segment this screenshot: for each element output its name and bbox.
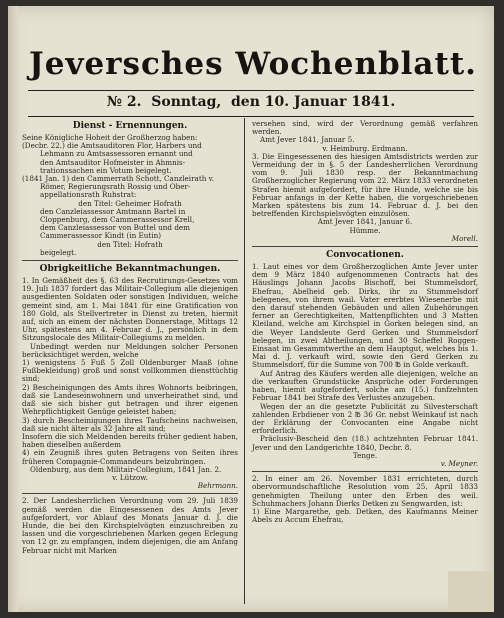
section-heading-obrig: Obrigkeitliche Bekanntmachungen. bbox=[39, 264, 221, 275]
dienst-line: den Titel: Hofrath bbox=[97, 239, 163, 249]
right-signature: Morell. bbox=[451, 233, 478, 243]
cont-line: Amt Jever 1841, Januar 5. bbox=[260, 135, 355, 145]
conv-paragraph: Wegen der an die gesetzte Publicität zu Silvesterschaft zahlenden Erbdiener von 2 ℔ 36 Gr. nebst Weinkauf ist nach der Erklärung der Convocanten eine Angabe nicht erforderlich. bbox=[252, 401, 478, 436]
obrig-paragraph: 1. In Gemäßheit des §. 63 des Recrutirungs-Gesetzes vom 19. Juli 1837 fordert das Militair-Collegium alle diejenigen ausgedienten Soldaten oder sonstigen Individuen, welche gemeint sind, am 1. Mai 1841 für eine Gratification von 180 Gold, als Stellvertreter in Dienst zu treten, hiermit auf, sich an einem der nächsten Donnerstage, Mittags 12 Uhr, spätestens am 4. Februar d. J., persönlich in dem Sitzungslocale des Militair-Collegiums zu melden. bbox=[22, 276, 238, 343]
right-column bbox=[252, 120, 478, 524]
dienst-line: (1841 Jan. 1) den Cammerrath Schott, Canzleirath v. bbox=[22, 174, 215, 184]
conv-signature: Tenge. bbox=[352, 450, 378, 460]
dienst-line: trationssachen ein Votum beigelegt. bbox=[40, 165, 172, 175]
obrig-paragraph: 2. Der Landesherrlichen Verordnung vom 29. Juli 1839 gemäß werden die Eingesessenen des Amts Jever aufgefordert, vor Ablauf des Monats Januar d. J. die Hunde, die bei den Kirchspielvögten einzuschreiben zu lassen und die vorgeschriebenen Marken gegen Erlegung von 12 gr. zu empfangen, indem diejenigen, die am Anfang Februar nicht mit Marken bbox=[22, 496, 238, 555]
right-signature: Hümme. bbox=[349, 225, 381, 235]
section-divider bbox=[252, 246, 478, 247]
right-paragraph: 3. Die Eingesessenen des hiesigen Amtsdistricts werden zur Vermeidung der in §. 5 der Landesherrlichen Verordnung vom 9. Juli 1830 resp. der Bekanntmachung Großherzoglicher Regierung vom 22. März 1833 verordneten Strafen hiemit aufgefordert, für ihre Hunde, welche sie bis Februar anfangs in der Kette haben, die vorgeschriebenen Marken spätestens bis zum 14. Februar d. J. bei den betreffenden Kirchspielsvögten einzulösen. bbox=[252, 151, 478, 219]
dienst-line: Cammerassessor Kindt (in Eutin) bbox=[40, 231, 162, 241]
issue-day: Sonntag, bbox=[151, 94, 222, 110]
obrig-paragraph: Oldenburg, aus dem Militair-Collegium, 1841 Jan. 2. bbox=[30, 464, 222, 474]
issue-rule bbox=[28, 116, 474, 117]
dienst-line: den Amtsauditor Hofmeister in Ahmnis- bbox=[40, 157, 186, 167]
dienst-line: den Titel: Geheimer Hofrath bbox=[78, 198, 182, 208]
obrig-paragraph: 4) ein Zeugniß ihres guten Betragens von Seiten ihres früheren Compagnie-Commandeurs beizubringen. bbox=[22, 448, 238, 466]
conv-paragraph: Auf Antrag des Käufers werden alle diejenigen, welche an die verkauften Grundstücke Ansprüche oder Forderungen haben, hiemit aufgefordert, solche am (15.) funfzehnten Februar 1841 bei Strafe des Verlustes anzugeben. bbox=[252, 368, 478, 403]
obrig-signature: Behrmann. bbox=[197, 481, 238, 491]
issue-line bbox=[28, 94, 474, 110]
right-place: Amt Jever 1841, Januar 6. bbox=[317, 217, 413, 227]
section-divider bbox=[252, 471, 478, 472]
dienst-line: Cloppenburg, dem Cammerassessor Krell, bbox=[40, 215, 195, 225]
column-divider bbox=[244, 118, 245, 604]
obrig-paragraph: Unbedingt werden nur Meldungen solcher Personen berücksichtiget werden, welche bbox=[22, 341, 238, 359]
dienst-line: Römer, Regierungsrath Rossig und Ober- bbox=[40, 182, 191, 192]
section-heading-convocationen: Convocationen. bbox=[326, 250, 404, 261]
dienst-line: dem Canzleiassessor von Buttel und dem bbox=[40, 223, 190, 233]
conv-paragraph: 1) Eine Margarethe, geb. Detken, des Kaufmanns Meiner Abels zu Accum Ehefrau, bbox=[252, 506, 478, 525]
conv-paragraph: Präclusiv-Bescheid den (18.) achtzehnten Februar 1841. Jever und den Landgerichte 1840, Decbr. 8. bbox=[252, 434, 478, 452]
dienst-line: Lehmann zu Amtsassessoren ernannt und bbox=[40, 149, 193, 159]
dienst-line: (Decbr. 22.) die Amtsauditoren Flor, Harbers und bbox=[22, 141, 202, 151]
cont-signature: v. Heimburg. Erdmann. bbox=[322, 143, 408, 153]
section-heading-dienst: Dienst - Ernennungen. bbox=[72, 121, 188, 131]
conv-signature: v. Meyner. bbox=[440, 458, 478, 468]
obrig-paragraph: 2) Bescheinigungen des Amts ihres Wohnorts beibringen, daß sie Landeseinwohnern und unverheirathet sind, und daß sie sich bisher gut betragen und ihrer eigenen Wehrpflichtigkeit Genüge geleistet haben; bbox=[22, 382, 238, 417]
issue-date: den 10. Januar 1841. bbox=[231, 94, 396, 110]
issue-number: № 2. bbox=[106, 94, 142, 110]
conv-paragraph: 2. In einer am 26. November 1831 errichteten, durch obervormundschaftliche Resolution vom 25. April 1833 genehmigten Theilung unter den Erben des weil. Schuhmachers Johann Dierks Detken zu Sengwarden, ist: bbox=[252, 474, 478, 508]
obrig-paragraph: Insofern die sich Meldenden bereits früher gedient haben, haben dieselben außerdem bbox=[22, 431, 238, 450]
dienst-line: den Canzleiassessor Amtmann Bartel in bbox=[40, 206, 186, 216]
dienst-line: Seine Königliche Hoheit der Großherzog haben: bbox=[22, 133, 198, 142]
page-binding-edge bbox=[8, 6, 18, 612]
dienst-line: beigelegt. bbox=[40, 247, 77, 257]
obrig-paragraph: 3) durch Bescheinigungen ihres Taufscheins nachweisen, daß sie nicht älter als 32 Jahre alt sind; bbox=[22, 415, 238, 433]
left-column bbox=[22, 120, 238, 555]
newspaper-page bbox=[8, 6, 494, 612]
cont-line: versehen sind, wird der Verordnung gemäß verfahren werden. bbox=[252, 119, 478, 137]
obrig-paragraph: 1) wenigstens 5 Fuß 5 Zoll Oldenburger Maaß (ohne Fußbekleidung) groß und sonst vollkommen diensttüchtig sind; bbox=[22, 358, 238, 384]
page-corner-shadow bbox=[448, 571, 494, 612]
dienst-line: appellationsrath Ruhstrat: bbox=[40, 190, 137, 200]
masthead-rule bbox=[28, 90, 474, 91]
masthead-title: Jeversches Wochenblatt. bbox=[29, 46, 477, 82]
section-divider bbox=[22, 260, 238, 261]
section-divider bbox=[22, 493, 238, 494]
obrig-signature: v. Lützow. bbox=[112, 472, 148, 482]
conv-paragraph: 1. Laut eines vor dem Großherzoglichen Amte Jever unter dem 9 März 1840 aufgenommenen Contracts hat des Häuslings Johann Jacobs Bischoff, bei Stummelsdorf, Ehefrau, Abelheid geb. Dirks, ihr zu Stummelsdorf belegenes, von ihrem wail. Vater ererbtes Wiesenerbe mit den darauf stehenden Gebäuden und allen Zubehörungen ferner an Gerechtigkeiten, Mattenpflichten und 3 Matten Kleiland, welche am Kirchspiel in Gorken belegen sind, an die Weyer Landsleute Gerd Gerken und Stummelsdorf belegen, in zwei Abtheilungen, und 30 Scheffel Roggen-Einsaat im Gesammtwerthe an dem Hauptgut, welches bis 1. Mai d. J. verkauft wird, sowie den Gerd Gerken zu Stummelsdorf, für die Summe von 700 ℔ in Golde verkauft. bbox=[252, 262, 478, 370]
